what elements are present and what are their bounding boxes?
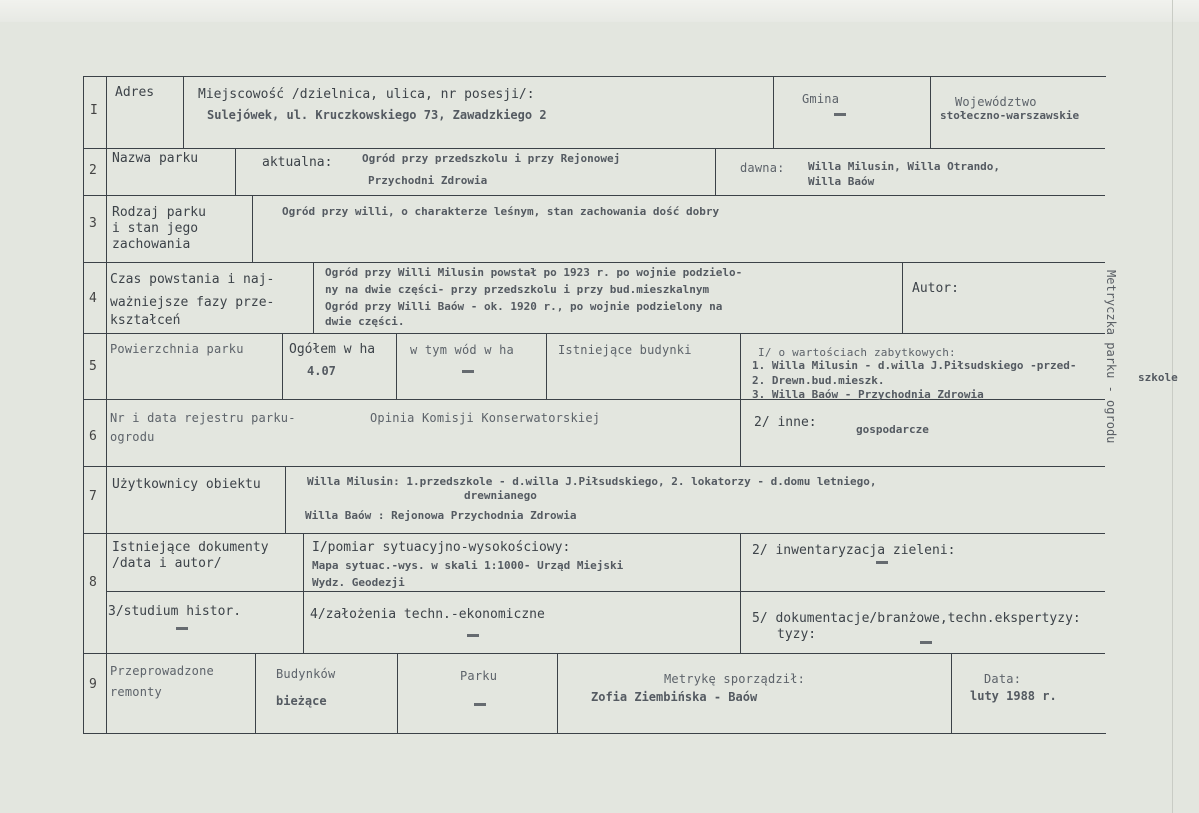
label-dokumentacje: tyzy: [777, 627, 817, 642]
grid-line [83, 533, 1105, 534]
grid-line [396, 333, 397, 399]
label-ogolem: Ogółem w ha [289, 342, 376, 357]
grid-line [235, 148, 236, 195]
grid-line [715, 148, 716, 195]
empty-value-dash [462, 370, 474, 373]
value-aktualna: Przychodni Zdrowia [368, 174, 488, 187]
row-number: I [90, 103, 98, 118]
grid-line [773, 76, 774, 148]
label-czas-powstania: kształceń [110, 313, 181, 328]
label-zalozenia: 4/założenia techn.-ekonomiczne [310, 607, 545, 622]
label-wojewodztwo: Województwo [955, 95, 1037, 109]
value-budynek: 3. Willa Baów - Przychodnia Zdrowia [752, 388, 984, 401]
value-rodzaj-parku: Ogród przy willi, o charakterze leśnym, stan zachowania dość dobry [282, 205, 720, 218]
grid-line [282, 333, 283, 399]
label-czas-powstania: Czas powstania i naj- [110, 272, 275, 287]
side-title: Metryczka parku - ogrodu [1104, 270, 1118, 444]
label-istniejace-dokumenty: /data i autor/ [112, 556, 222, 571]
label-aktualna: aktualna: [262, 155, 333, 170]
row-number: 8 [89, 575, 97, 590]
grid-line [557, 653, 558, 733]
page-fold-line [1172, 0, 1173, 813]
empty-value-dash [876, 561, 888, 564]
empty-value-dash [474, 703, 486, 706]
grid-line [255, 653, 256, 733]
value-metryke: Zofia Ziembińska - Baów [591, 690, 758, 704]
label-wartosci-zabytkowe: I/ o wartościach zabytkowych: [758, 346, 956, 359]
row-number: 5 [89, 359, 97, 374]
row-number: 3 [89, 216, 97, 231]
value-data: luty 1988 r. [970, 689, 1057, 703]
label-nr-rejestru: ogrodu [110, 430, 155, 444]
label-inwentaryzacja: 2/ inwentaryzacja zieleni: [752, 543, 956, 558]
grid-line [902, 262, 903, 333]
grid-line [83, 333, 1105, 334]
label-autor: Autor: [912, 281, 959, 296]
value-czas-powstania: Ogród przy Willi Milusin powstał po 1923 r. po wojnie podzielo- [325, 266, 743, 279]
value-budynek: szkole [1138, 371, 1178, 384]
label-czas-powstania: ważniejsze fazy prze- [110, 295, 275, 310]
label-parku: Parku [460, 669, 498, 683]
value-czas-powstania: Ogród przy Willi Baów - ok. 1920 r., po wojnie podzielony na [325, 300, 723, 313]
value-aktualna: Ogród przy przedszkolu i przy Rejonowej [362, 152, 621, 165]
label-remonty: Przeprowadzone [110, 664, 214, 678]
value-inne: gospodarcze [856, 423, 929, 436]
label-nazwa-parku: Nazwa parku [112, 151, 199, 166]
grid-line [930, 76, 931, 148]
label-pomiar: I/pomiar sytuacyjno-wysokościowy: [312, 540, 571, 555]
label-dokumentacje: 5/ dokumentacje/branżowe,techn.ekspertyzy: [752, 611, 1081, 626]
value-dawna: Willa Milusin, Willa Otrando, [808, 160, 1001, 173]
value-wojewodztwo: stołeczno-warszawskie [940, 109, 1080, 122]
label-dawna: dawna: [740, 161, 785, 175]
grid-line [106, 76, 107, 733]
grid-line [740, 399, 741, 466]
value-uzytkownicy: Willa Baów : Rejonowa Przychodnia Zdrowia [305, 509, 577, 522]
grid-line [83, 262, 1105, 263]
value-adres: Sulejówek, ul. Kruczkowskiego 73, Zawadzkiego 2 [207, 108, 547, 122]
label-metryke: Metrykę sporządził: [664, 672, 806, 686]
value-czas-powstania: dwie części. [325, 315, 405, 328]
grid-line [740, 533, 741, 653]
value-pomiar: Mapa sytuac.-wys. w skali 1:1000- Urząd Miejski [312, 559, 624, 572]
grid-line [546, 333, 547, 399]
page-top-edge [0, 0, 1199, 23]
label-wod: w tym wód w ha [410, 343, 514, 357]
value-budynkow: bieżące [276, 694, 327, 708]
label-miejscowosc: Miejscowość /dzielnica, ulica, nr posesji/: [198, 87, 535, 102]
label-budynki: Istniejące budynki [558, 343, 692, 357]
label-uzytkownicy: Użytkownicy obiektu [112, 477, 261, 492]
label-rodzaj-parku: Rodzaj parku [112, 205, 206, 220]
grid-line [106, 591, 1105, 592]
label-nr-rejestru: Nr i data rejestru parku- [110, 411, 296, 425]
empty-value-dash [834, 113, 846, 116]
grid-line [303, 533, 304, 653]
row-number: 2 [89, 163, 97, 178]
grid-line [83, 148, 1105, 149]
row-number: 7 [89, 489, 97, 504]
label-powierzchnia: Powierzchnia parku [110, 342, 244, 356]
grid-line [183, 76, 184, 148]
label-budynkow: Budynków [276, 667, 336, 681]
label-adres: Adres [115, 85, 155, 100]
grid-line [951, 653, 952, 733]
grid-line [252, 195, 253, 262]
empty-value-dash [467, 634, 479, 637]
grid-line [313, 262, 314, 333]
empty-value-dash [920, 641, 932, 644]
value-budynek: 2. Drewn.bud.mieszk. [752, 374, 885, 387]
value-uzytkownicy: drewnianego [464, 489, 537, 502]
value-dawna: Willa Baów [808, 175, 875, 188]
label-istniejace-dokumenty: Istniejące dokumenty [112, 540, 269, 555]
value-budynek: 1. Willa Milusin - d.willa J.Piłsudskiego -przed- [752, 359, 1077, 372]
label-remonty: remonty [110, 685, 162, 699]
row-number: 9 [89, 677, 97, 692]
label-rodzaj-parku: i stan jego [112, 221, 199, 236]
label-rodzaj-parku: zachowania [112, 237, 191, 252]
grid-line [397, 653, 398, 733]
value-ogolem: 4.07 [307, 364, 336, 378]
label-data: Data: [984, 672, 1022, 686]
value-uzytkownicy: Willa Milusin: 1.przedszkole - d.willa J.Piłsudskiego, 2. lokatorzy - d.domu letniego, [307, 475, 877, 488]
label-gmina: Gmina [802, 92, 840, 106]
grid-line [740, 333, 741, 399]
value-czas-powstania: ny na dwie części- przy przedszkolu i przy bud.mieszkalnym [325, 283, 710, 296]
grid-line [285, 466, 286, 533]
value-pomiar: Wydz. Geodezji [312, 576, 405, 589]
label-inne: 2/ inne: [754, 415, 817, 430]
label-opinia: Opinia Komisji Konserwatorskiej [370, 411, 601, 425]
row-number: 4 [89, 291, 97, 306]
row-number: 6 [89, 429, 97, 444]
grid-line [83, 195, 1105, 196]
empty-value-dash [176, 627, 188, 630]
label-studium: 3/studium histor. [108, 604, 242, 619]
grid-line [83, 466, 1105, 467]
